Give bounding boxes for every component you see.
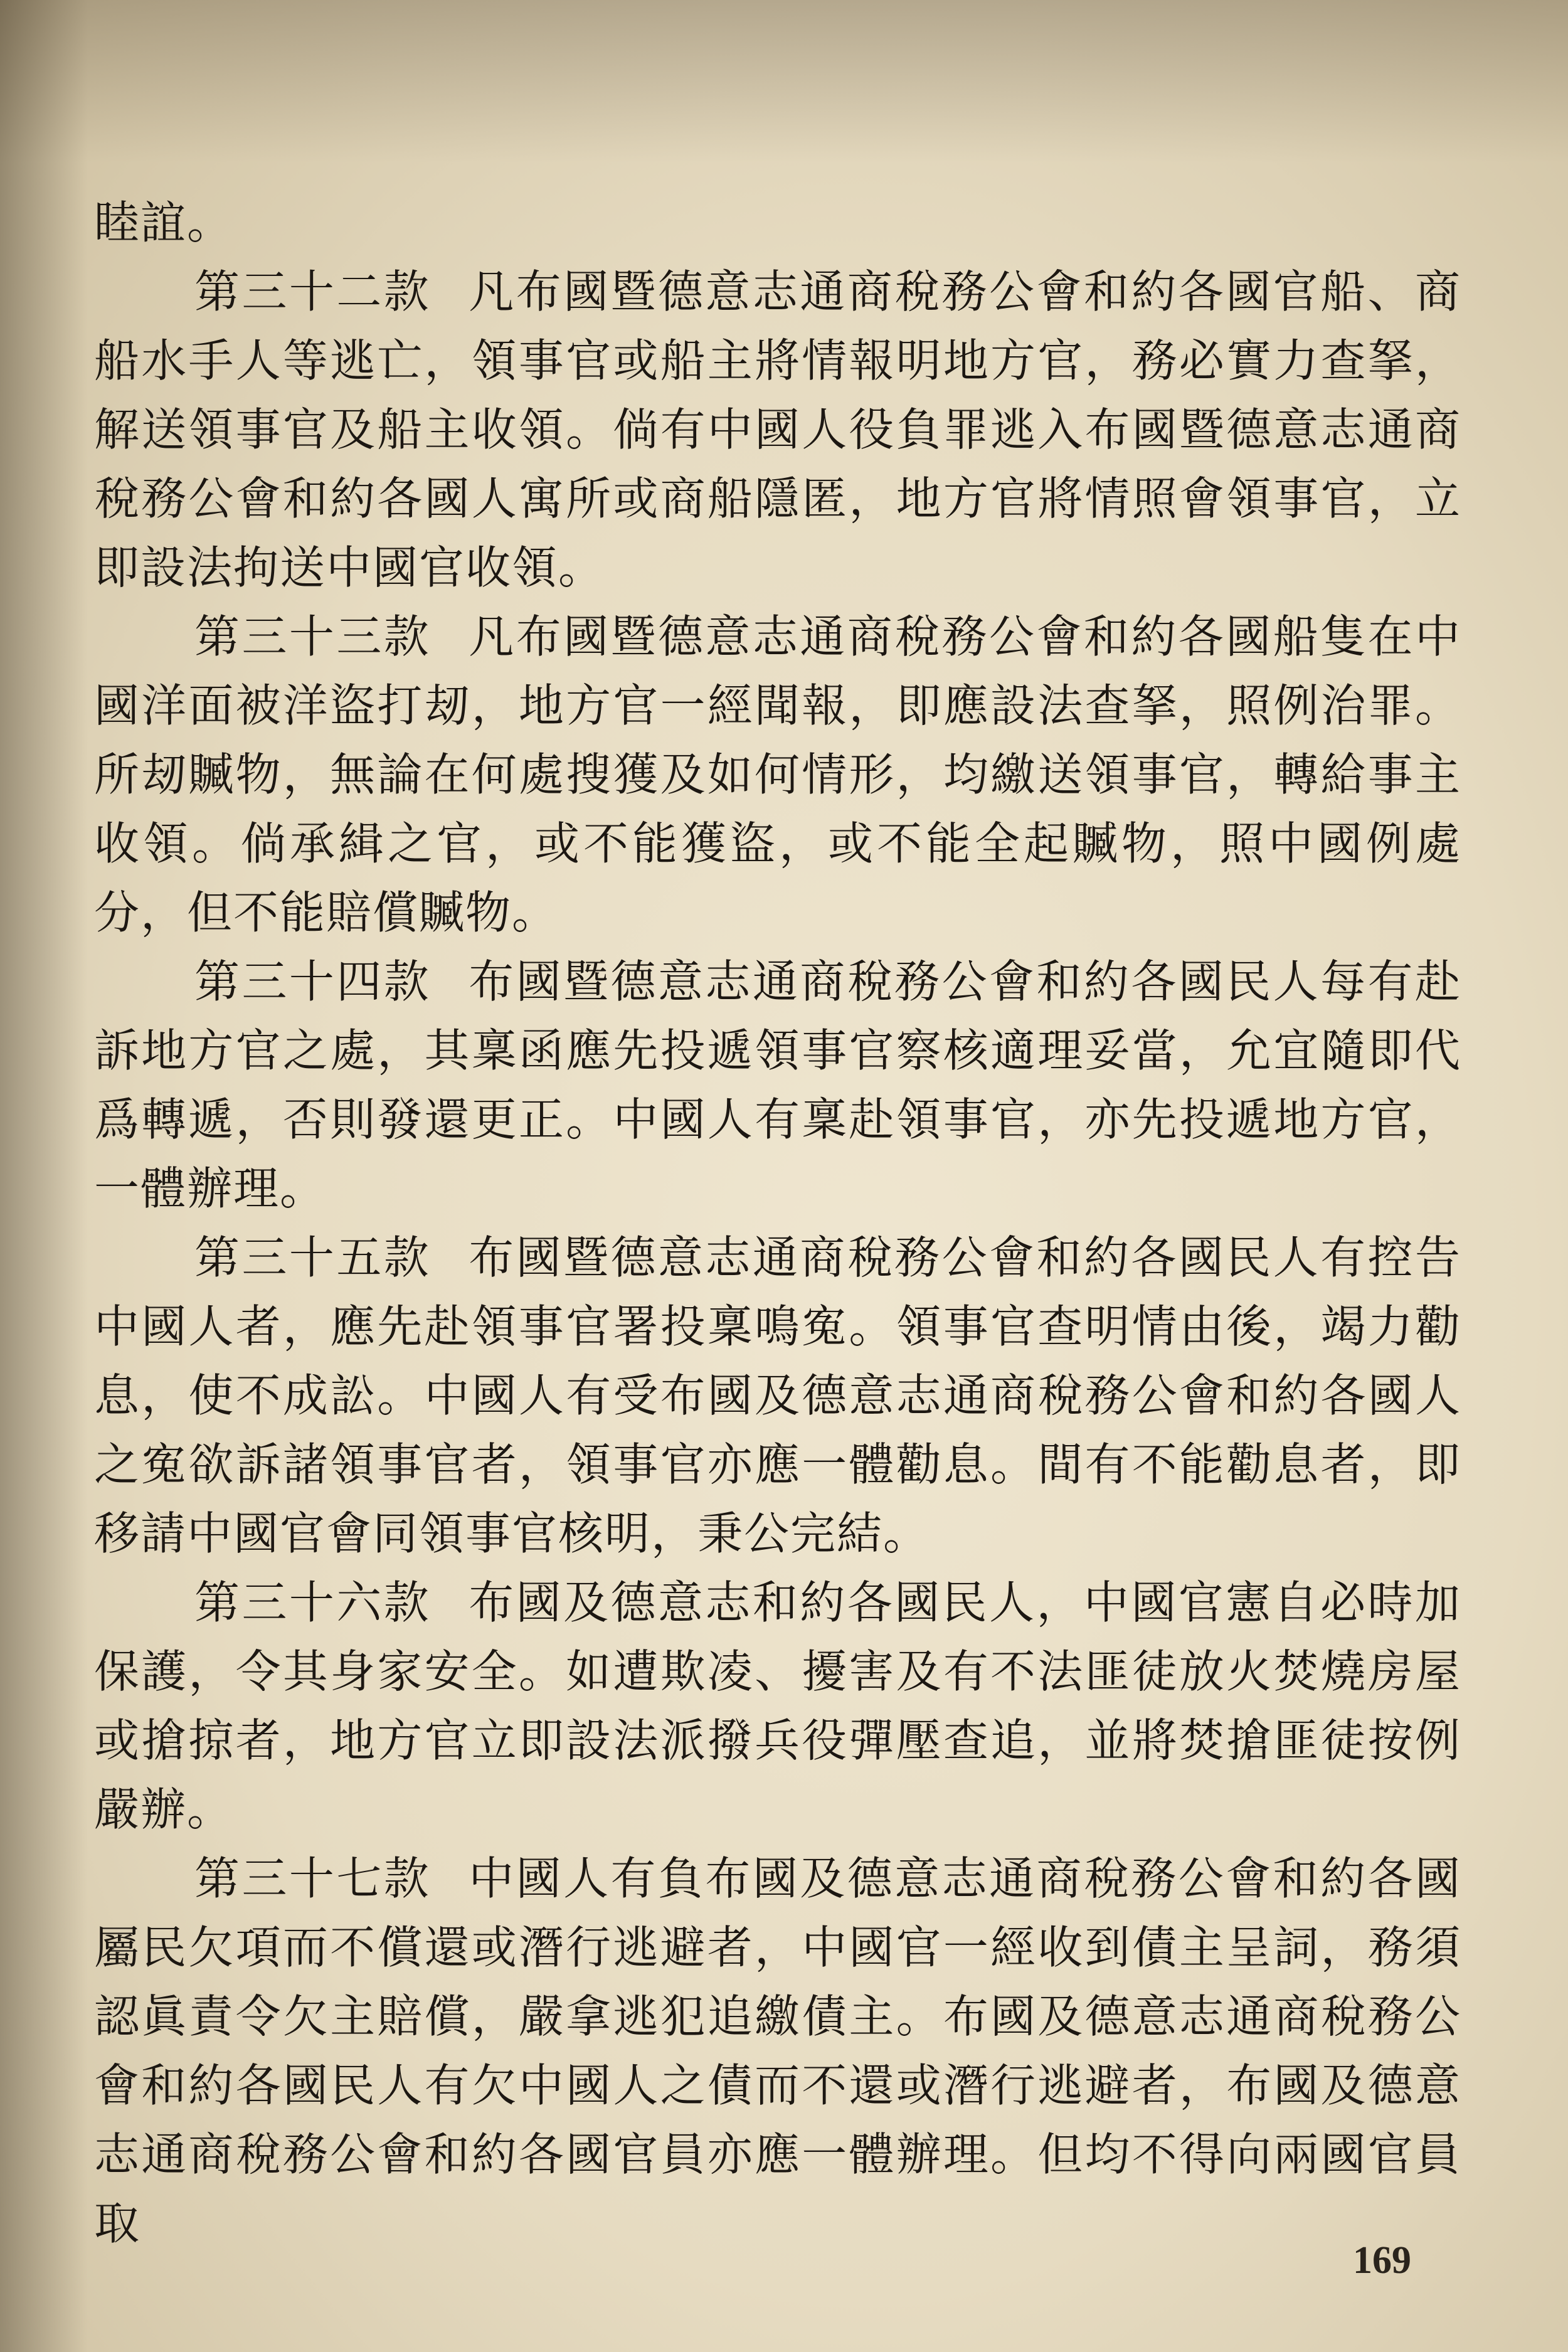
article-body: 凡布國暨德意志通商稅務公會和約各國船隻在中國洋面被洋盜打刼，地方官一經聞報，即應設法查拏，照例治罪。所刼贓物，無論在何處搜獲及如何情形，均繳送領事官，轉給事主收領。倘承緝之官，或不能獲盜，或不能全起贓物，照中國例處分，但不能賠償贓物。 — [94, 610, 1461, 939]
article-34 — [94, 947, 1461, 1223]
article-33 — [94, 602, 1461, 947]
article-body: 凡布國暨德意志通商稅務公會和約各國官船、商船水手人等逃亡，領事官或船主將情報明地方官，務必實力查拏，解送領事官及船主收領。倘有中國人役負罪逃入布國暨德意志通商稅務公會和約各國人寓所或商船隱匿，地方官將情照會領事官，立即設法拘送中國官收領。 — [94, 265, 1461, 594]
article-body: 布國暨德意志通商稅務公會和約各國民人有控告中國人者，應先赴領事官署投稟鳴寃。領事官查明情由後，竭力勸息，使不成訟。中國人有受布國及德意志通商稅務公會和約各國人之寃欲訴諸領事官者，領事官亦應一體勸息。間有不能勸息者，即移請中國官會同領事官核明，秉公完結。 — [94, 1231, 1461, 1560]
article-heading: 第三十四款 — [194, 955, 432, 1008]
page-shadow-top — [0, 0, 1568, 163]
article-heading: 第三十五款 — [194, 1231, 432, 1284]
treaty-text — [94, 188, 1461, 2258]
continuation-line — [94, 188, 1461, 257]
page-shadow-left — [0, 0, 88, 2352]
article-heading: 第三十七款 — [194, 1852, 432, 1905]
article-heading: 第三十三款 — [194, 610, 432, 663]
article-body: 布國暨德意志通商稅務公會和約各國民人每有赴訴地方官之處，其稟函應先投遞領事官察核適理妥當，允宜隨即代爲轉遞，否則發還更正。中國人有稟赴領事官，亦先投遞地方官，一體辦理。 — [94, 955, 1461, 1215]
article-body: 布國及德意志和約各國民人，中國官憲自必時加保護，令其身家安全。如遭欺凌、擾害及有不法匪徒放火焚燒房屋或搶掠者，地方官立即設法派撥兵役彈壓查追，並將焚搶匪徒按例嚴辦。 — [94, 1576, 1461, 1836]
article-36 — [94, 1568, 1461, 1844]
article-heading: 第三十六款 — [194, 1576, 432, 1629]
article-heading: 第三十二款 — [194, 265, 432, 318]
article-32 — [94, 257, 1461, 602]
article-37 — [94, 1844, 1461, 2258]
article-35 — [94, 1223, 1461, 1568]
page-number: 169 — [1353, 2239, 1411, 2282]
continuation-text: 睦誼。 — [94, 196, 234, 249]
article-body: 中國人有負布國及德意志通商稅務公會和約各國屬民欠項而不償還或潛行逃避者，中國官一經收到債主呈詞，務須認眞責令欠主賠償，嚴拿逃犯追繳債主。布國及德意志通商稅務公會和約各國民人有欠中國人之債而不還或潛行逃避者，布國及德意志通商稅務公會和約各國官員亦應一體辦理。但均不得向兩國官員取 — [94, 1852, 1461, 2250]
